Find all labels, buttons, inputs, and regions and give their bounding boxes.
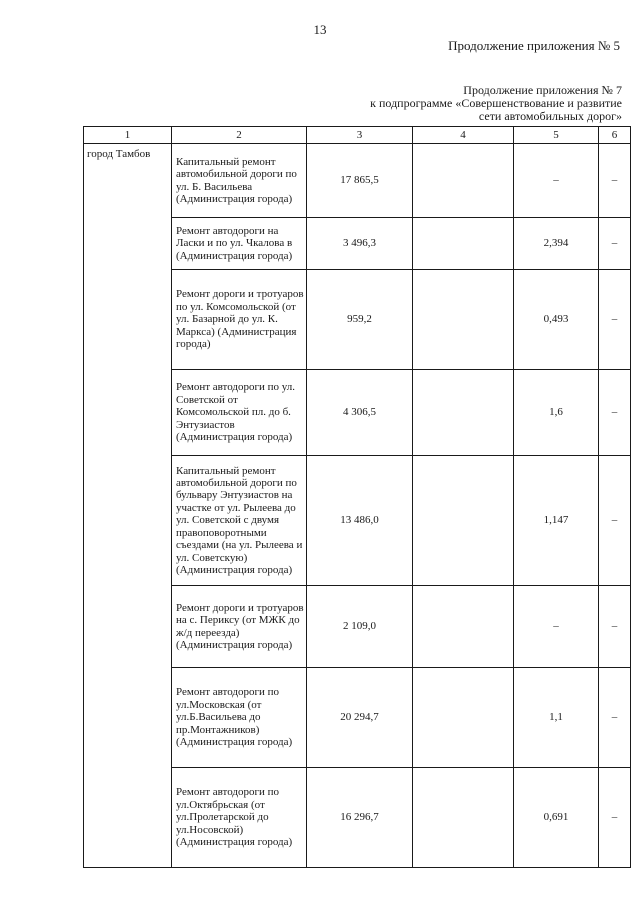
amount-cell: 17 865,5 [307, 144, 413, 218]
amount-cell: 4 306,5 [307, 370, 413, 456]
length-cell: 1,6 [514, 370, 599, 456]
col6-cell: – [599, 586, 631, 668]
col6-cell: – [599, 370, 631, 456]
amount-cell: 13 486,0 [307, 456, 413, 586]
work-name: Ремонт автодороги на Ласки и по ул. Чкалова в (Администрация города) [172, 218, 307, 270]
work-name: Ремонт дороги и тротуаров на с. Периксу (от МЖК до ж/д переезда) (Администрация города) [172, 586, 307, 668]
header-col-5: 5 [514, 127, 599, 144]
col4-cell [413, 370, 514, 456]
length-cell: 2,394 [514, 218, 599, 270]
col4-cell [413, 586, 514, 668]
length-cell: 0,691 [514, 768, 599, 868]
continuation-line-1: Продолжение приложения № 7 [463, 83, 622, 97]
col4-cell [413, 668, 514, 768]
length-cell: 0,493 [514, 270, 599, 370]
header-col-6: 6 [599, 127, 631, 144]
work-name: Ремонт автодороги по ул. Советской от Комсомольской пл. до б. Энтузиастов (Администрация города) [172, 370, 307, 456]
length-cell: – [514, 586, 599, 668]
col4-cell [413, 218, 514, 270]
work-name: Капитальный ремонт автомобильной дороги по ул. Б. Васильева (Администрация города) [172, 144, 307, 218]
amount-cell: 959,2 [307, 270, 413, 370]
header-row [84, 127, 631, 144]
continuation-line-3: сети автомобильных дорог» [478, 109, 622, 123]
length-cell: 1,147 [514, 456, 599, 586]
header-col-2: 2 [172, 127, 307, 144]
col4-cell [413, 768, 514, 868]
col6-cell: – [599, 768, 631, 868]
col6-cell: – [599, 270, 631, 370]
work-name: Капитальный ремонт автомобильной дороги по бульвару Энтузиастов на участке от ул. Рылеева до ул. Советской с двумя правоповоротными съездами (на ул. Рылеева и ул. Советскую) (Администрация города) [172, 456, 307, 586]
col6-cell: – [599, 456, 631, 586]
col6-cell: – [599, 218, 631, 270]
continuation-appendix-7 [370, 84, 622, 123]
work-name: Ремонт дороги и тротуаров по ул. Комсомольской (от ул. Базарной до ул. К. Маркса) (Администрация города) [172, 270, 307, 370]
roads-table [83, 126, 631, 868]
header-col-4: 4 [413, 127, 514, 144]
continuation-line-2: к подпрограмме «Совершенствование и развитие [370, 96, 622, 110]
page-number: 13 [313, 22, 327, 37]
col4-cell [413, 144, 514, 218]
col6-cell: – [599, 144, 631, 218]
amount-cell: 20 294,7 [307, 668, 413, 768]
amount-cell: 3 496,3 [307, 218, 413, 270]
col4-cell [413, 456, 514, 586]
work-name: Ремонт автодороги по ул.Московская (от ул.Б.Васильева до пр.Монтажников) (Администрация города) [172, 668, 307, 768]
table-row [84, 144, 631, 218]
header-col-1: 1 [84, 127, 172, 144]
length-cell: – [514, 144, 599, 218]
col4-cell [413, 270, 514, 370]
header-col-3: 3 [307, 127, 413, 144]
amount-cell: 2 109,0 [307, 586, 413, 668]
continuation-appendix-5: Продолжение приложения № 5 [448, 38, 620, 53]
city-cell: город Тамбов [84, 144, 172, 868]
amount-cell: 16 296,7 [307, 768, 413, 868]
col6-cell: – [599, 668, 631, 768]
length-cell: 1,1 [514, 668, 599, 768]
work-name: Ремонт автодороги по ул.Октябрьская (от ул.Пролетарской до ул.Носовской) (Администрация города) [172, 768, 307, 868]
